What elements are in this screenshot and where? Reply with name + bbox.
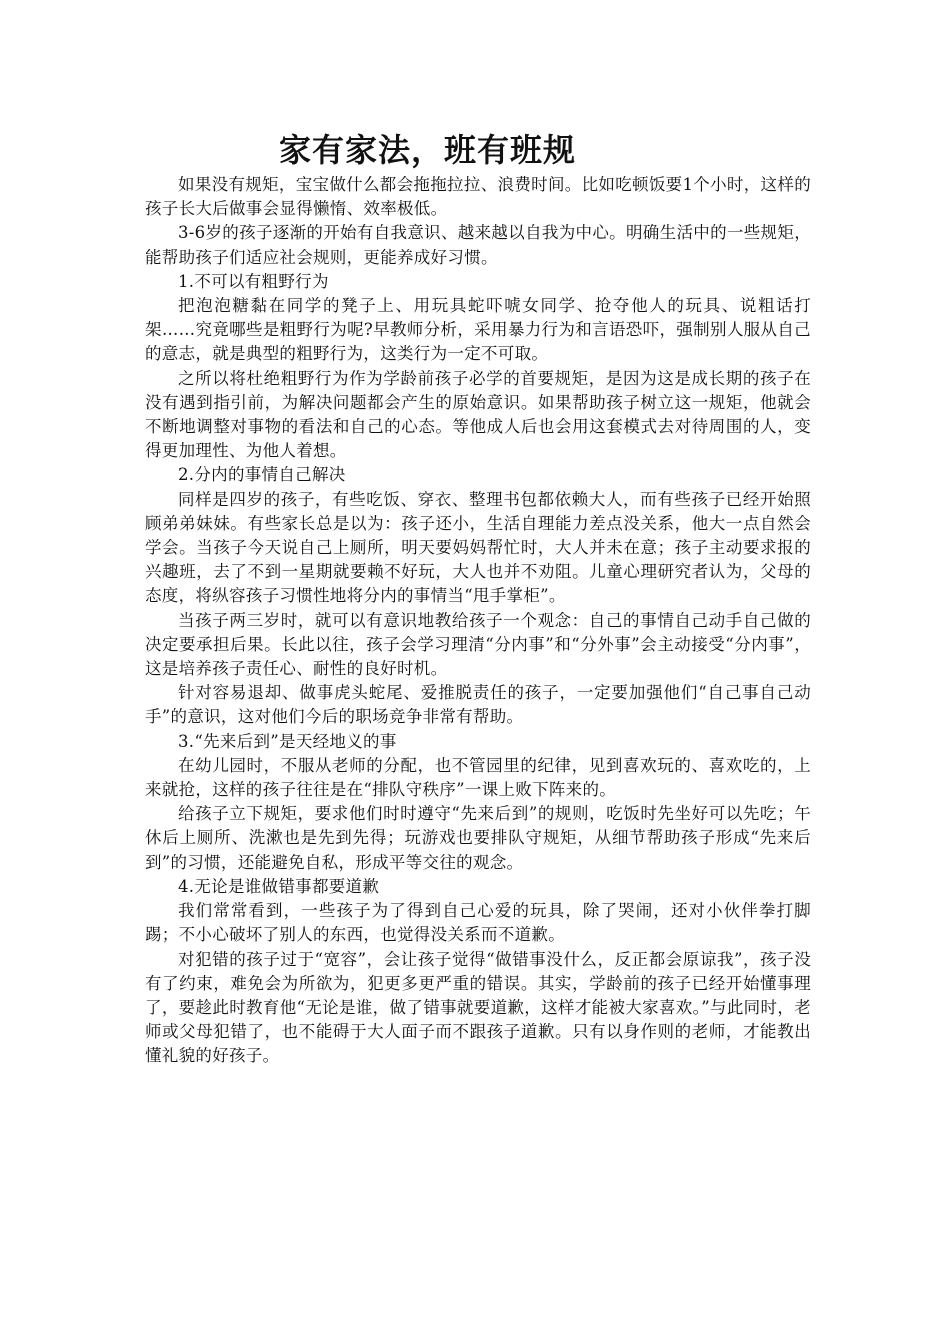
document-title: 家有家法，班有班规 [278,131,576,169]
document-body [145,173,811,1069]
paragraph-age-context: 3-6岁的孩子逐渐的开始有自我意识、越来越以自我为中心。明确生活中的一些规矩，能帮助孩子们适应社会规则，更能养成好习惯。 [145,223,811,267]
section-heading-4: 4.无论是谁做错事都要道歉 [178,876,380,896]
paragraph-intro: 如果没有规矩，宝宝做什么都会拖拖拉拉、浪费时间。比如吃顿饭要1个小时，这样的孩子长大后做事会显得懒惰、效率极低。 [145,175,811,219]
paragraph: 当孩子两三岁时，就可以有意识地教给孩子一个观念：自己的事情自己动手自己做的决定要承担后果。长此以往，孩子会学习理清“分内事”和“分外事”会主动接受“分内事”，这是培养孩子责任心、耐性的良好时机。 [145,610,811,679]
paragraph: 把泡泡糖黏在同学的凳子上、用玩具蛇吓唬女同学、抢夺他人的玩具、说粗话打架……究竟哪些是粗野行为呢?早教师分析，采用暴力行为和言语恐吓，强制别人服从自己的意志，就是典型的粗野行为，这类行为一定不可取。 [145,296,811,364]
paragraph: 对犯错的孩子过于“宽容”，会让孩子觉得“做错事没什么，反正都会原谅我”，孩子没有了约束，难免会为所欲为，犯更多更严重的错误。其实，学龄前的孩子已经开始懂事理了，要趁此时教育他“无论是谁，做了错事就要道歉，这样才能被大家喜欢。”与此同时，老师或父母犯错了，也不能碍于大人面子而不跟孩子道歉。只有以身作则的老师，才能教出懂礼貌的好孩子。 [145,949,811,1066]
paragraph: 同样是四岁的孩子，有些吃饭、穿衣、整理书包都依赖大人，而有些孩子已经开始照顾弟弟妹妹。有些家长总是以为：孩子还小，生活自理能力差点没关系，他大一点自然会学会。当孩子今天说自己上厕所，明天要妈妈帮忙时，大人并未在意；孩子主动要求报的兴趣班，去了不到一星期就要赖不好玩，大人也并不劝阻。儿童心理研究者认为，父母的态度，将纵容孩子习惯性地将分内的事情当“甩手掌柜”。 [145,489,811,606]
paragraph: 我们常常看到，一些孩子为了得到自己心爱的玩具，除了哭闹，还对小伙伴拳打脚踢；不小心破坏了别人的东西，也觉得没关系而不道歉。 [145,901,811,945]
section-heading-2: 2.分内的事情自己解决 [178,465,346,485]
section-heading-1: 1.不可以有粗野行为 [178,271,329,291]
paragraph: 给孩子立下规矩，要求他们时时遵守“先来后到”的规则，吃饭时先坐好可以先吃；午休后上厕所、洗漱也是先到先得；玩游戏也要排队守规矩，从细节帮助孩子形成“先来后到”的习惯，还能避免自私，形成平等交往的观念。 [145,804,811,872]
paragraph: 针对容易退却、做事虎头蛇尾、爱推脱责任的孩子，一定要加强他们“自己事自己动手”的意识，这对他们今后的职场竞争非常有帮助。 [145,683,811,727]
paragraph: 在幼儿园时，不服从老师的分配，也不管园里的纪律，见到喜欢玩的、喜欢吃的，上来就抢，这样的孩子往往是在“排队守秩序”一课上败下阵来的。 [145,755,811,800]
section-heading-3: 3.“先来后到”是天经地义的事 [178,731,397,751]
paragraph: 之所以将杜绝粗野行为作为学龄前孩子必学的首要规矩，是因为这是成长期的孩子在没有遇到指引前，为解决问题都会产生的原始意识。如果帮助孩子树立这一规矩，他就会不断地调整对事物的看法和自己的心态。等他成人后也会用这套模式去对待周围的人，变得更加理性、为他人着想。 [145,368,811,461]
